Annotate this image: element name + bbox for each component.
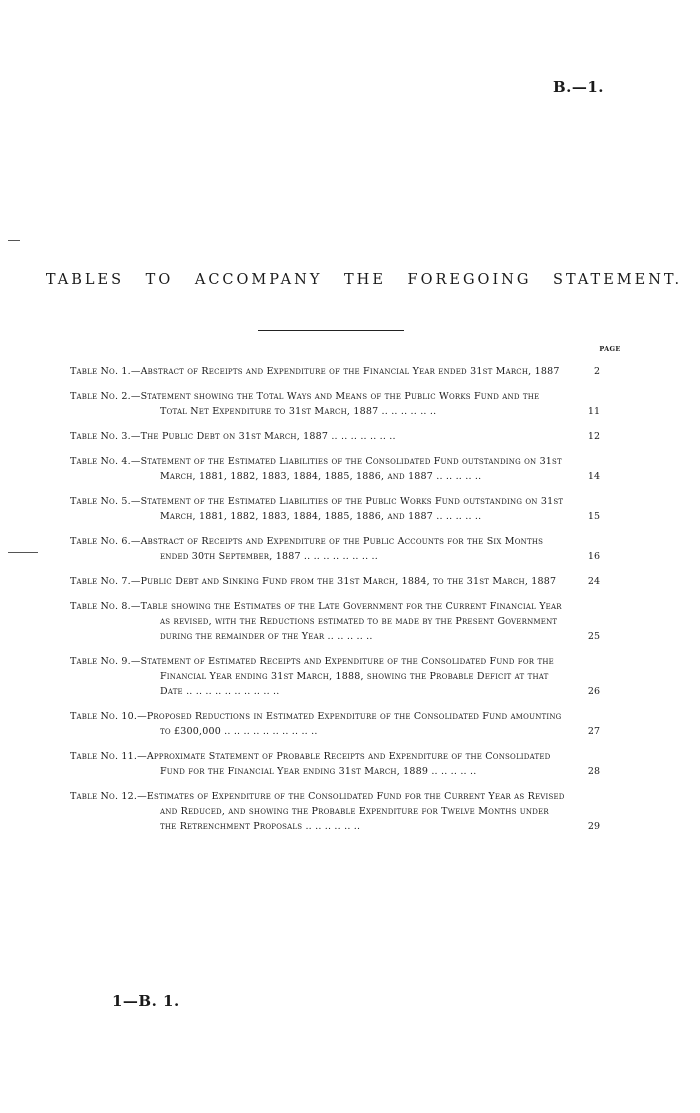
margin-mark	[8, 552, 38, 553]
page-reference: B.—1.	[552, 78, 604, 96]
toc-entry-text	[70, 709, 600, 739]
toc-entry-description: —Statement of Estimated Receipts and Expenditure of the Consolidated Fund for the Financial Year ending 31st March, 1888, showing the Probable Deficit at that Date .. .. .. .. .. .. .. .. .. ..	[130, 656, 554, 697]
toc-entry-text	[70, 749, 600, 779]
toc-entry	[70, 749, 600, 779]
toc-entry-description: —Table showing the Estimates of the Late Government for the Current Financial Year as revised, with the Reductions estimated to be made by the Present Government during the remainder of the Year .. .. .. .. ..	[130, 601, 562, 642]
toc-entry-label: Table No. 3.	[70, 431, 131, 442]
page-title: TABLES TO ACCOMPANY THE FOREGOING STATEMENT.	[45, 272, 683, 288]
toc-entry-page: 12	[587, 431, 600, 442]
toc-entry-label: Table No. 7.	[70, 576, 131, 587]
footer-signature: 1—B. 1.	[112, 992, 180, 1010]
toc-entry-page: 25	[587, 631, 600, 642]
toc-entry-text	[70, 599, 600, 644]
toc-entry-page: 24	[587, 576, 600, 587]
toc-entry-text	[70, 654, 600, 699]
toc-entry-description: —Statement of the Estimated Liabilities of the Public Works Fund outstanding on 31st March, 1881, 1882, 1883, 1884, 1885, 1886, and 1887 .. .. .. .. ..	[130, 496, 564, 522]
toc-entry-label: Table No. 1.	[70, 366, 131, 377]
toc-entry-description: —Estimates of Expenditure of the Consolidated Fund for the Current Year as Revised and Reduced, and showing the Probable Expenditure for Twelve Months under the Retrenchment Proposals .. .. .. .. .. ..	[137, 791, 565, 832]
toc-entry	[70, 494, 600, 524]
toc-entry-page: 16	[587, 551, 600, 562]
toc-entry-description: —Public Debt and Sinking Fund from the 31st March, 1884, to the 31st March, 1887	[130, 576, 557, 587]
toc-entry	[70, 429, 600, 444]
toc-entry-label: Table No. 10.	[70, 711, 138, 722]
toc-entry	[70, 574, 600, 589]
toc-entry-label: Table No. 6.	[70, 536, 131, 547]
margin-mark	[8, 240, 20, 241]
toc-entry-description: —Proposed Reductions in Estimated Expenditure of the Consolidated Fund amounting to £300,000 .. .. .. .. .. .. .. .. .. ..	[137, 711, 562, 737]
toc-entry	[70, 789, 600, 834]
toc-entry-page: 14	[587, 471, 600, 482]
toc-entry	[70, 709, 600, 739]
toc-entry-page: 27	[587, 726, 600, 737]
title-rule	[258, 330, 404, 331]
toc-entry-description: —Statement showing the Total Ways and Means of the Public Works Fund and the Total Net Expenditure to 31st March, 1887 .. .. .. .. .. ..	[130, 391, 540, 417]
toc-entry-text	[70, 534, 600, 564]
toc-entry-page: 11	[587, 406, 600, 417]
toc-entry-text	[70, 364, 600, 379]
toc-entry-label: Table No. 8.	[70, 601, 131, 612]
toc-entry-description: —Approximate Statement of Probable Receipts and Expenditure of the Consolidated Fund for the Financial Year ending 31st March, 1889 .. .. .. .. ..	[137, 751, 551, 777]
toc-entry	[70, 454, 600, 484]
toc-entry	[70, 389, 600, 419]
toc-entry-text	[70, 389, 600, 419]
toc-entry-label: Table No. 12.	[70, 791, 138, 802]
toc-entry-text	[70, 454, 600, 484]
toc-entry-text	[70, 789, 600, 834]
toc-entry-description: —Statement of the Estimated Liabilities of the Consolidated Fund outstanding on 31st March, 1881, 1882, 1883, 1884, 1885, 1886, and 1887 .. .. .. .. ..	[130, 456, 562, 482]
toc-entry-description: —Abstract of Receipts and Expenditure of the Financial Year ended 31st March, 1887	[130, 366, 560, 377]
toc-entry-page: 28	[587, 766, 600, 777]
toc-entry	[70, 654, 600, 699]
toc-entry	[70, 534, 600, 564]
toc-entry-text	[70, 494, 600, 524]
toc-entry-label: Table No. 4.	[70, 456, 131, 467]
toc-entry-description: —Abstract of Receipts and Expenditure of the Public Accounts for the Six Months ended 30th September, 1887 .. .. .. .. .. .. .. ..	[130, 536, 544, 562]
table-of-contents	[70, 364, 600, 844]
toc-entry-page: 15	[587, 511, 600, 522]
toc-entry-page: 29	[587, 821, 600, 832]
toc-entry-label: Table No. 5.	[70, 496, 131, 507]
toc-entry-text	[70, 429, 600, 444]
toc-entry-label: Table No. 11.	[70, 751, 138, 762]
page-column-label: PAGE	[599, 345, 621, 353]
toc-entry-label: Table No. 2.	[70, 391, 131, 402]
toc-entry-page: 26	[587, 686, 600, 697]
toc-entry-text	[70, 574, 600, 589]
toc-entry	[70, 364, 600, 379]
toc-entry-description: —The Public Debt on 31st March, 1887 .. .. .. .. .. .. ..	[130, 431, 396, 442]
toc-entry-page: 2	[593, 366, 600, 377]
toc-entry	[70, 599, 600, 644]
toc-entry-label: Table No. 9.	[70, 656, 131, 667]
